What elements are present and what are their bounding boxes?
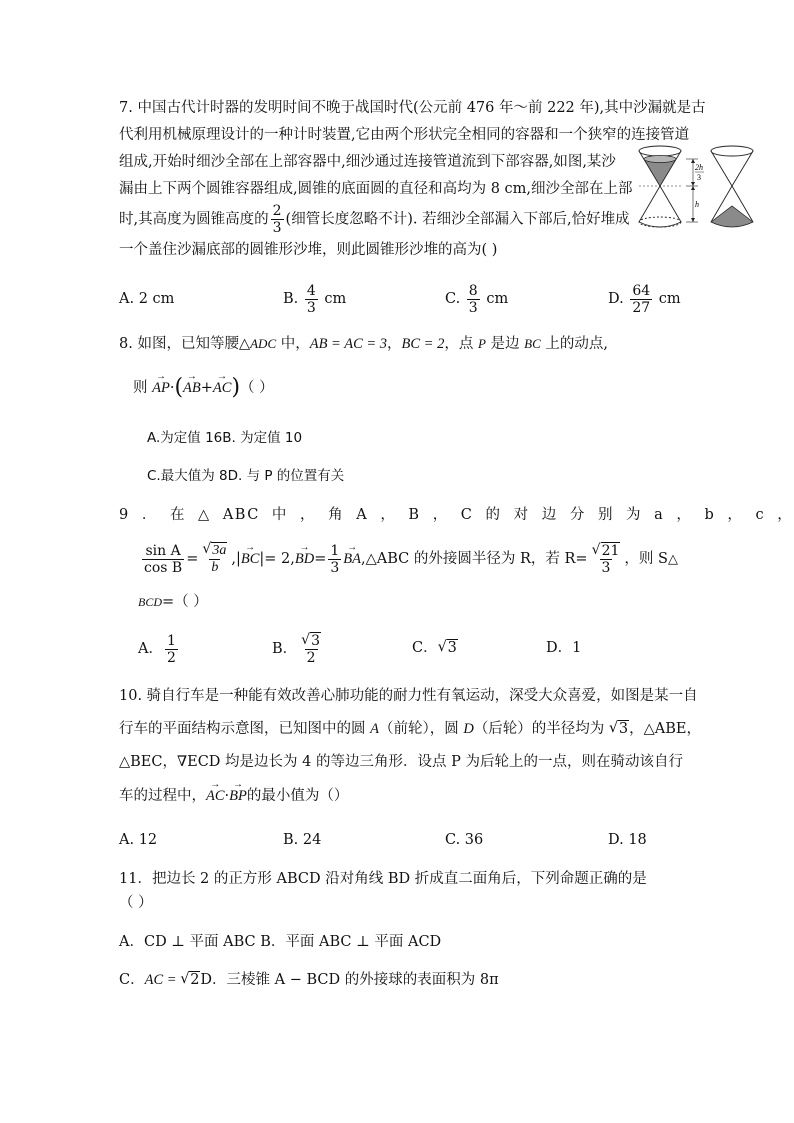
vector-bp: → BP: [229, 786, 247, 806]
q7-line-4: 漏由上下两个圆锥容器组成,圆锥的底面圆的直径和高均为 8 cm,细沙全部在上部: [119, 181, 633, 197]
q10-option-c: C. 36: [445, 832, 484, 848]
vector-ap: → AP: [152, 378, 170, 398]
q10-line-2: 行车的平面结构示意图，已知图中的圆 A（前轮），圆 D（后轮）的半径均为 √ 3，△ABE，: [119, 719, 701, 739]
q7-option-a: A. 2 cm: [119, 291, 175, 307]
q9-option-b: B． √ $\frac{3}{2}$: [272, 628, 325, 670]
vector-ab: → AB: [183, 378, 201, 398]
q10-option-a: A. 12: [119, 832, 158, 848]
q8-line-2: 则 → AP·(→ AB+→ AC)（ ）: [133, 378, 274, 398]
q9-line-3: BCD=（ ）: [138, 594, 208, 610]
q9-option-a: A． $\frac{1}{2}$: [138, 632, 176, 666]
q10-line-1: 10. 骑自行车是一种能有效改善心肺功能的耐力性有氧运动，深受大众喜爱，如图是某一自: [119, 688, 698, 704]
q7-option-b: B. $\frac{4}{3}$ cm: [283, 282, 347, 316]
q7-line-2: 代利用机械原理设计的一种计时装置,它由两个形状完全相同的容器和一个狭窄的连接管道: [119, 127, 690, 143]
q7-line-1: 7. 中国古代计时器的发明时间不晚于战国时代(公元前 476 年～前 222 年),其中沙漏就是古: [119, 100, 706, 116]
q8-options-ab: A.为定值 16B. 为定值 10: [147, 430, 303, 446]
q9-line-2: $\frac{\text{sin A}}{\text{cos B}}$ = √ $\frac{3a}{b}$ ,|→ BC|= 2,→ BD= $\frac{1}{3}$ → BA,△ABC 的外接圆半径为 R，若 R= √ $\frac{21}{3}$ ，则 S△: [140, 538, 678, 581]
q8-options-cd: C.最大值为 8D. 与 P 的位置有关: [147, 468, 345, 484]
q11-options-ab: A．CD ⊥ 平面 ABC B．平面 ABC ⊥ 平面 ACD: [119, 934, 442, 950]
vector-ac: → AC: [213, 378, 232, 398]
q7-line-6: 一个盖住沙漏底部的圆锥形沙堆，则此圆锥形沙堆的高为( ): [119, 242, 498, 258]
q9-option-c: C．√ 3: [412, 638, 458, 658]
q10-line-4: 车的过程中，→ AC·→ BP的最小值为（）: [119, 786, 348, 806]
q7-line-5: [119, 203, 630, 236]
q9-line-1: 9 ． 在 △ ABC 中 ， 角 A ， B ， C 的 对 边 分 别 为 a ， b ， c ，: [119, 507, 794, 523]
fig-label-3: 3: [697, 173, 701, 182]
q7-option-c: C. $\frac{8}{3}$ cm: [445, 282, 509, 316]
q7-line-5-text-b: (细管长度忽略不计). 若细沙全部漏入下部后,恰好堆成: [285, 211, 630, 228]
q7-line-5-text-a: 时,其高度为圆锥高度的: [119, 211, 269, 228]
q10-option-b: B. 24: [283, 832, 322, 848]
q11-options-cd: C．AC = √ 2D．三棱锥 A − BCD 的外接球的表面积为 8π: [119, 970, 499, 990]
fig-label-2h: 2h: [695, 163, 703, 172]
q11-line-2: （ ）: [119, 895, 153, 911]
q7-line-3: 组成,开始时细沙全部在上部容器中,细沙通过连接管道流到下部容器,如图,某沙: [119, 154, 616, 170]
q11-line-1: 11．把边长 2 的正方形 ABCD 沿对角线 BD 折成直二面角后，下列命题正确的是: [119, 871, 647, 887]
hourglass-diagram: [636, 142, 766, 238]
q10-option-d: D. 18: [608, 832, 647, 848]
q7-option-d: D. $\frac{64}{27}$ cm: [608, 282, 681, 316]
fig-label-h: h: [695, 200, 699, 209]
hourglass-figure: [636, 142, 766, 242]
q9-option-d: D．1: [546, 640, 582, 656]
q8-line-1: 8. 如图，已知等腰△ADC 中，AB = AC = 3，BC = 2，点 P 是边 BC 上的动点,: [119, 336, 608, 352]
q10-line-3: △BEC，∇ECD 均是边长为 4 的等边三角形．设点 P 为后轮上的一点，则在骑动该自行: [119, 754, 683, 770]
vector-ac-q10: → AC: [206, 786, 225, 806]
q7-fraction-two-thirds: $\frac{2}{3}$: [272, 203, 282, 236]
